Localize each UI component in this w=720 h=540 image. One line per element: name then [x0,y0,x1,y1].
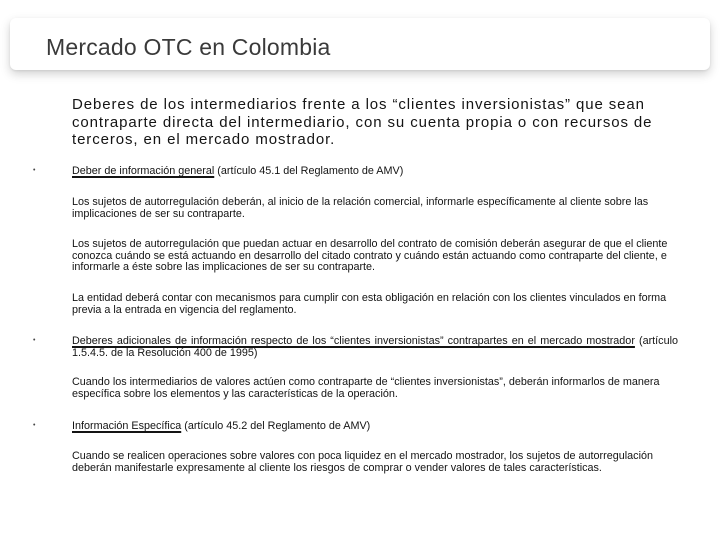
item-3-heading [72,421,678,433]
item-1-heading-text: Deber de información general [72,165,215,177]
item-2-paragraph-1: Cuando los intermediarios de valores actúen como contraparte de “clientes inversionistas”, deberán informarlos de manera específica sobre los elementos y las características de la operación. [72,376,660,400]
item-3-reference: (artículo 45.2 del Reglamento de AMV) [181,420,371,432]
item-2-reference: (artículo 1.5.4.5. de la Resolución 400 de 1995) [72,335,678,359]
bullet-marker: • [33,337,36,344]
item-2-heading [72,336,678,359]
item-1-paragraph-3: La entidad deberá contar con mecanismos para cumplir con esta obligación en relación con los clientes vinculados en forma previa a la entrada en vigencia del reglamento. [72,292,667,316]
item-3-paragraph-1: Cuando se realicen operaciones sobre valores con poca liquidez en el mercado mostrador, los sujetos de autorregulación deberán manifestarle expresamente al cliente los riesgos de comprar o vender valores de tales características. [72,450,653,474]
item-1-reference: (artículo 45.1 del Reglamento de AMV) [214,165,404,177]
item-2-heading-text: Deberes adicionales de información respecto de los “clientes inversionistas” contrapartes en el mercado mostrador [72,335,635,347]
item-3-heading-text: Información Específica [72,420,182,432]
bullet-marker: • [33,422,36,429]
intro-paragraph: Deberes de los intermediarios frente a los “clientes inversionistas” que sean contraparte directa del intermediario, con su cuenta propia o con recursos de terceros, en el mercado mostrador. [72,96,653,148]
item-1-heading [72,166,678,178]
item-1-paragraph-2: Los sujetos de autorregulación que puedan actuar en desarrollo del contrato de comisión deberán asegurar de que el cliente conozca cuándo se está actuando en desarrollo del citado contrato y cuándo están actuando como contraparte del cliente, e informarle a éste sobre las implicaciones de ser su contraparte. [72,238,668,274]
slide-title: Mercado OTC en Colombia [46,34,331,60]
item-1-paragraph-1: Los sujetos de autorregulación deberán, al inicio de la relación comercial, informarle específicamente al cliente sobre las implicaciones de ser su contraparte. [72,196,649,220]
bullet-marker: • [33,167,36,174]
